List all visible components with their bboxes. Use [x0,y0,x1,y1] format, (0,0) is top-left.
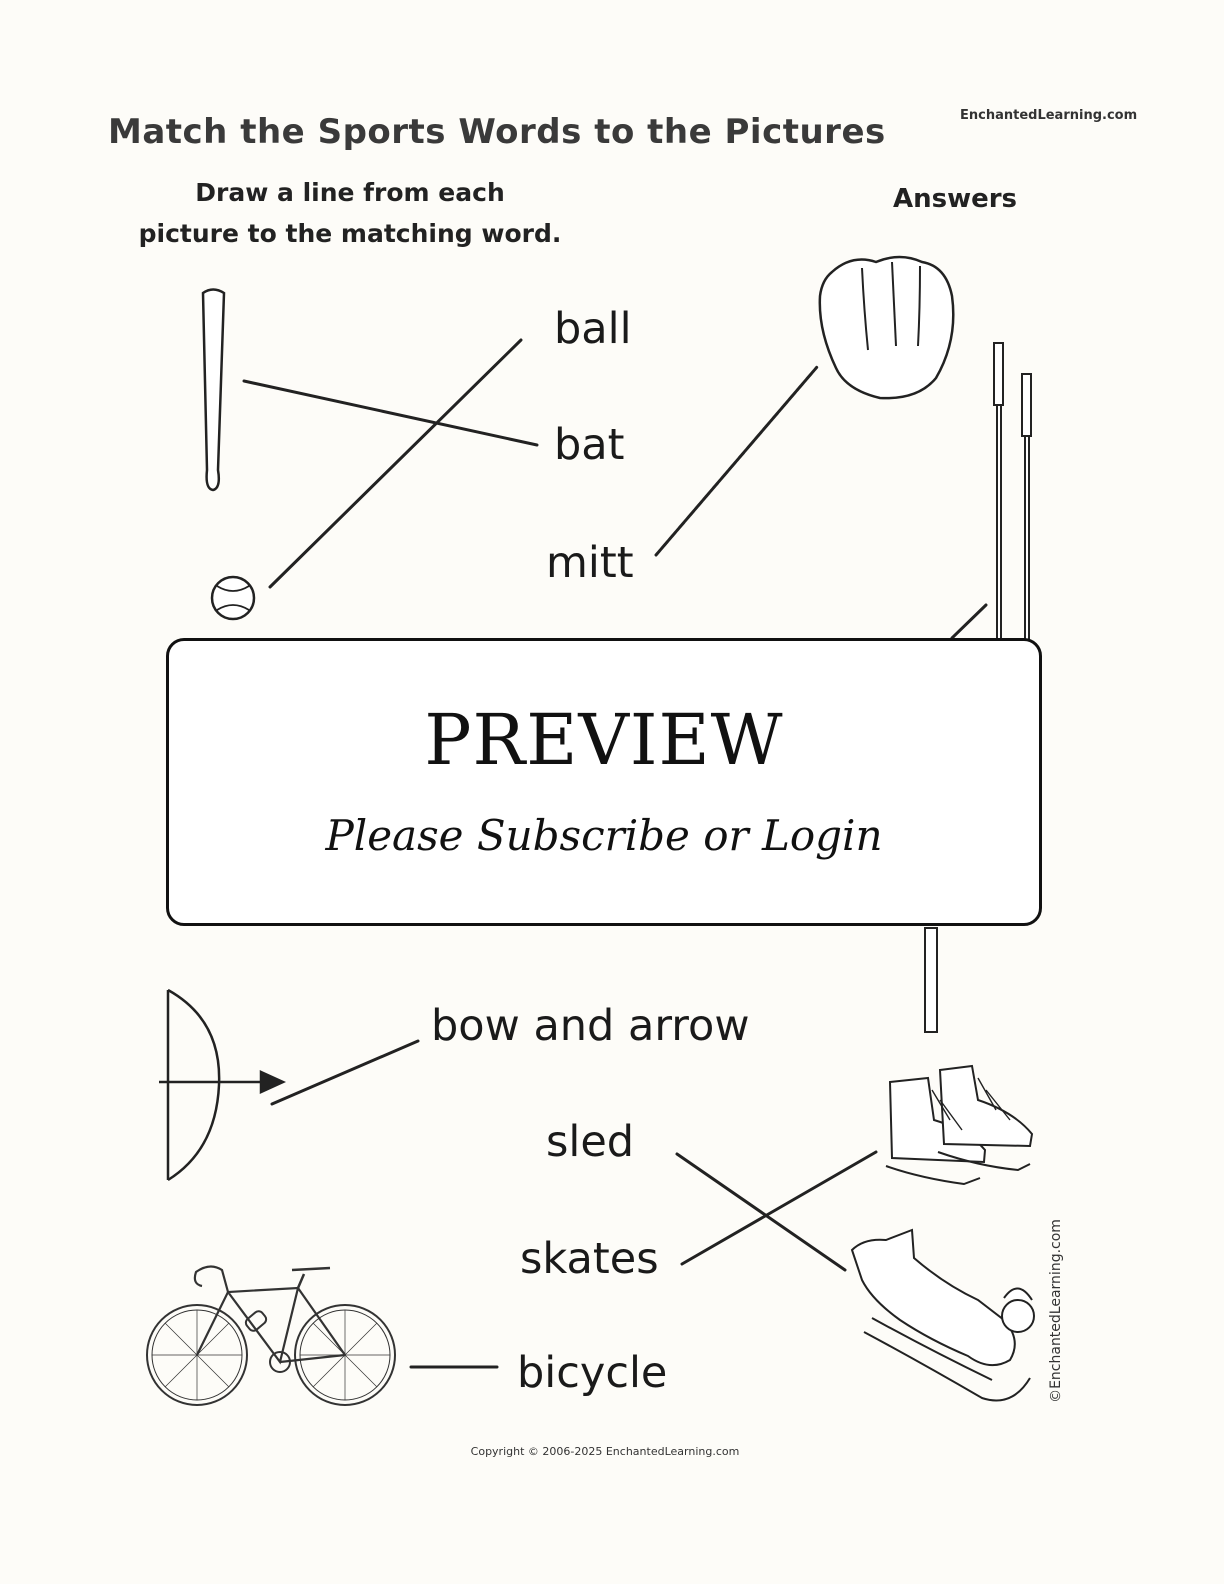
preview-title: PREVIEW [424,699,784,781]
answer-line-ball [270,340,521,587]
subscribe-login-prompt[interactable]: Please Subscribe or Login [325,811,883,860]
bat-picture [203,290,224,491]
answer-line-hidden [952,605,986,638]
page-title: Match the Sports Words to the Pictures [108,112,886,152]
bicycle-picture [147,1266,395,1405]
word-ball: ball [554,304,632,354]
answer-line-bat [244,381,537,445]
instructions-line-1: Draw a line from each [195,178,505,207]
skates-picture [886,1066,1032,1184]
ball-picture [212,577,254,619]
answer-line-bow [272,1041,418,1104]
answers-label: Answers [892,184,1018,214]
word-sled: sled [546,1117,635,1167]
word-bat: bat [554,420,625,470]
word-bicycle: bicycle [517,1348,668,1398]
word-mitt: mitt [546,538,634,588]
bow-and-arrow-picture [159,990,283,1180]
sled-picture [852,1230,1034,1401]
brand-link[interactable]: EnchantedLearning.com [960,108,1138,123]
answer-line-mitt [656,367,817,555]
word-bow-and-arrow: bow and arrow [431,1001,750,1051]
vertical-brand-text: ©EnchantedLearning.com [1048,1219,1064,1403]
word-skates: skates [520,1234,659,1284]
answer-line-skates [682,1152,876,1264]
preview-overlay[interactable] [166,638,1042,926]
copyright-notice: Copyright © 2006-2025 EnchantedLearning.com [470,1445,740,1458]
vertical-brand [1046,1220,1066,1402]
instructions-line-2: picture to the matching word. [138,219,562,248]
mitt-picture [820,257,953,398]
